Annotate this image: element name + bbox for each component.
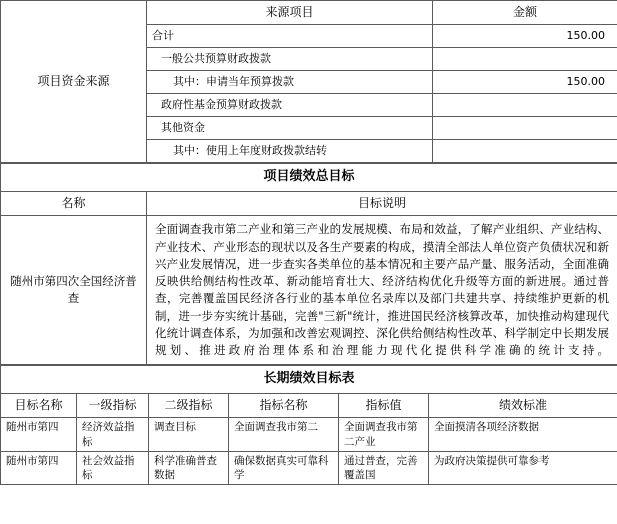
long-term-cell-level2: 科学准确普查数据 — [149, 451, 229, 484]
funding-source-name: 其他资金 — [147, 117, 433, 140]
long-term-title: 长期绩效目标表 — [1, 366, 617, 394]
funding-source-amount — [433, 48, 617, 71]
funding-source-name: 一般公共预算财政拨款 — [147, 48, 433, 71]
funding-source-name: 其中：申请当年预算拨款 — [147, 71, 433, 94]
long-term-cell-standard: 全面摸清各项经济数据 — [429, 418, 617, 451]
table-row — [1, 418, 617, 451]
overall-goal-col-desc: 目标说明 — [147, 191, 617, 215]
long-term-cell-level2: 调查目标 — [149, 418, 229, 451]
long-term-cell-value: 全面调查我市第二产业 — [339, 418, 429, 451]
overall-goal-title-row — [1, 164, 617, 192]
table-row — [1, 451, 617, 484]
long-term-cell-name: 随州市第四 — [1, 418, 77, 451]
funding-source-amount: 150.00 — [433, 71, 617, 94]
funding-source-amount — [433, 140, 617, 163]
long-term-col-1: 一级指标 — [77, 394, 149, 418]
long-term-col-0: 目标名称 — [1, 394, 77, 418]
funding-source-amount — [433, 117, 617, 140]
long-term-col-3: 指标名称 — [229, 394, 339, 418]
long-term-cell-name: 随州市第四 — [1, 451, 77, 484]
overall-goal-name: 随州市第四次全国经济普查 — [1, 216, 147, 365]
long-term-cell-level1: 经济效益指标 — [77, 418, 149, 451]
funding-source-name: 政府性基金预算财政拨款 — [147, 94, 433, 117]
funding-header-row — [1, 1, 617, 25]
overall-goal-col-name: 名称 — [1, 191, 147, 215]
funding-source-name: 其中：使用上年度财政拨款结转 — [147, 140, 433, 163]
funding-row-label: 项目资金来源 — [1, 1, 147, 163]
overall-goal-header-row — [1, 191, 617, 215]
long-term-col-4: 指标值 — [339, 394, 429, 418]
long-term-cell-indicator: 全面调查我市第二 — [229, 418, 339, 451]
funding-col-amount: 金额 — [433, 1, 617, 25]
long-term-cell-indicator: 确保数据真实可靠科学 — [229, 451, 339, 484]
funding-source-name: 合计 — [147, 25, 433, 48]
long-term-cell-standard: 为政府决策提供可靠参考 — [429, 451, 617, 484]
table-row — [1, 216, 617, 365]
overall-goal-desc: 全面调查我市第二产业和第三产业的发展规模、布局和效益，了解产业组织、产业结构、产业技术、产业形态的现状以及各生产要素的构成，摸清全部法人单位资产负债状况和新兴产业发展情况，进一步查实各类单位的基本情况和主要产品产量、服务活动，全面准确反映供给侧结构性改革、新动能培育壮大、经济结构优化升级等方面的新进展。通过普查，完善覆盖国民经济各行业的基本单位名录库以及部门共建共享、持续维护更新的机制，进一步夯实统计基础，完善"三新"统计，推进国民经济核算改革，加快推动构建现代化统计调查体系，为加强和改善宏观调控、深化供给侧结构性改革、科学制定中长期发展规划、推进政府治理体系和治理能力现代化提供科学准确的统计支持。 — [147, 216, 617, 365]
funding-source-amount: 150.00 — [433, 25, 617, 48]
long-term-title-row — [1, 366, 617, 394]
long-term-header-row — [1, 394, 617, 418]
funding-source-table — [0, 0, 617, 163]
long-term-col-5: 绩效标准 — [429, 394, 617, 418]
long-term-cell-value: 通过普查，完善覆盖国 — [339, 451, 429, 484]
long-term-cell-level1: 社会效益指标 — [77, 451, 149, 484]
long-term-col-2: 二级指标 — [149, 394, 229, 418]
funding-source-amount — [433, 94, 617, 117]
funding-col-source: 来源项目 — [147, 1, 433, 25]
overall-goal-table — [0, 163, 617, 365]
overall-goal-title: 项目绩效总目标 — [1, 164, 617, 192]
long-term-goal-table — [0, 365, 617, 485]
